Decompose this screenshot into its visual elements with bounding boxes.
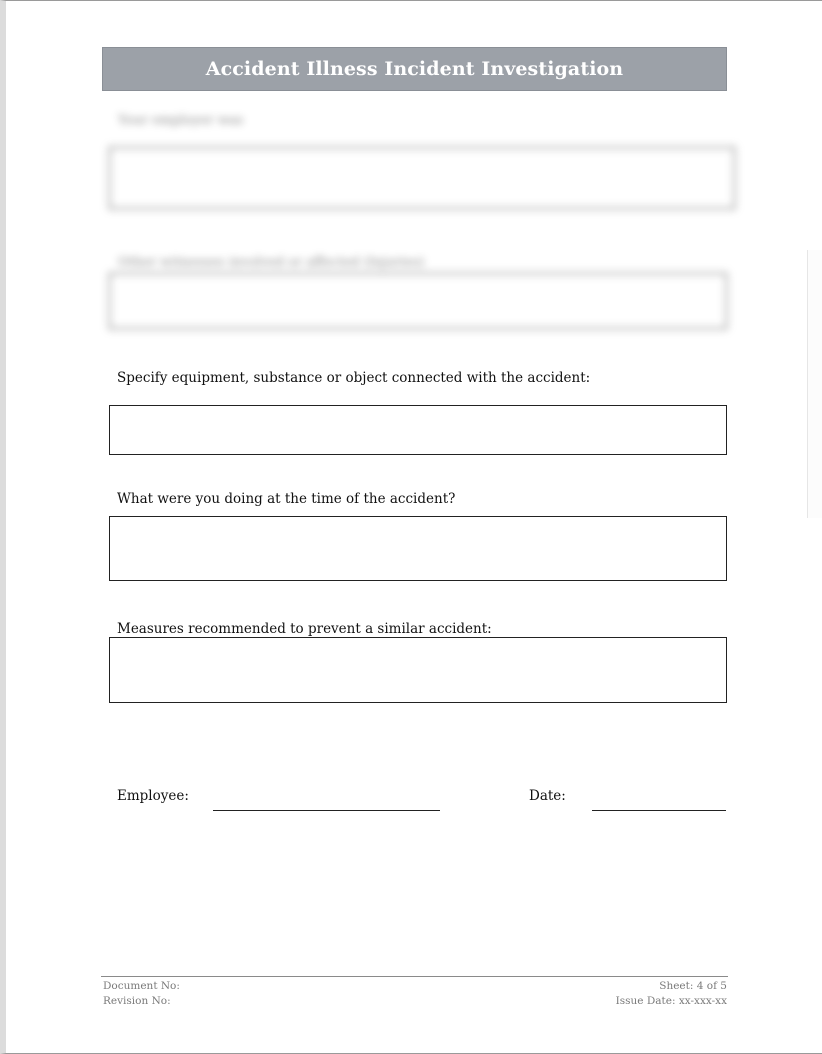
measures-label: Measures recommended to prevent a similar accident: — [117, 621, 492, 637]
document-title-bar — [102, 47, 727, 91]
employee-signature-line[interactable] — [213, 810, 440, 811]
side-panel-edge — [807, 250, 822, 518]
blurred-field-box — [108, 146, 736, 210]
blurred-field-box — [108, 272, 728, 330]
footer-sheet: Sheet: 4 of 5 — [659, 980, 727, 992]
employee-label: Employee: — [117, 788, 189, 804]
blurred-field-label: Other witnesses involved or affected (Injuries) — [118, 255, 425, 270]
equipment-input-box[interactable] — [109, 405, 727, 455]
activity-label: What were you doing at the time of the accident? — [117, 491, 456, 507]
blurred-field-label: Your employer was — [118, 113, 244, 128]
footer-document-no: Document No: — [103, 980, 180, 992]
equipment-label: Specify equipment, substance or object connected with the accident: — [117, 370, 591, 386]
document-title: Accident Illness Incident Investigation — [205, 58, 624, 80]
footer-issue-date: Issue Date: xx-xxx-xx — [615, 995, 727, 1007]
measures-input-box[interactable] — [109, 637, 727, 703]
date-signature-line[interactable] — [592, 810, 726, 811]
footer-divider — [101, 976, 728, 977]
footer-revision-no: Revision No: — [103, 995, 171, 1007]
date-label: Date: — [529, 788, 566, 804]
activity-input-box[interactable] — [109, 516, 727, 581]
